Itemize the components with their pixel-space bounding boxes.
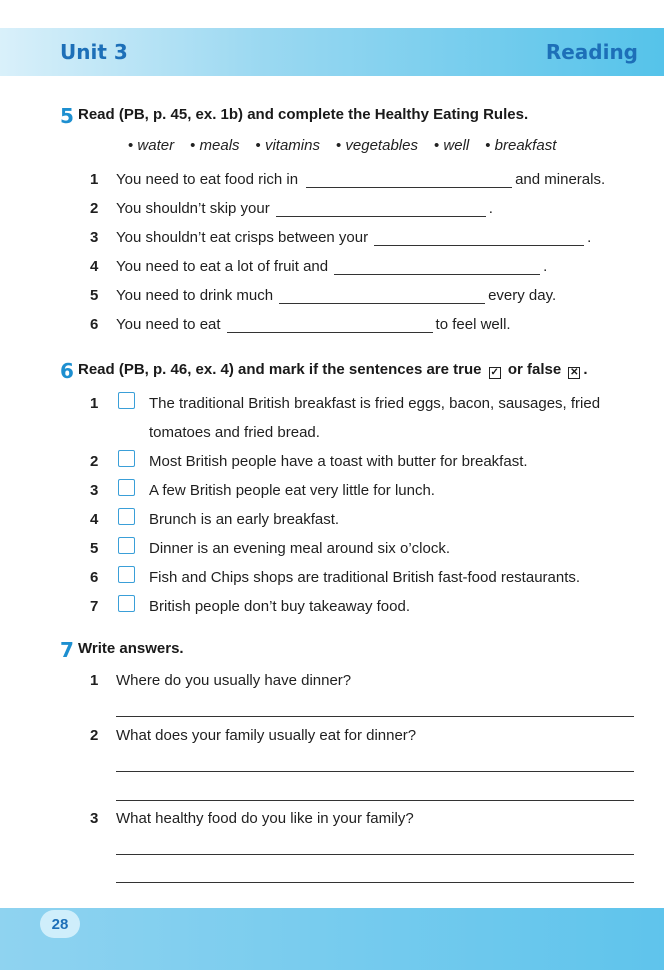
- answer-blank[interactable]: [334, 261, 540, 275]
- exercise-5-number: 5: [60, 104, 74, 128]
- item-number: 3: [90, 482, 99, 499]
- page-number: 28: [40, 910, 80, 938]
- question-text: Where do you usually have dinner?: [116, 672, 352, 689]
- statement-text: Most British people have a toast with butter for breakfast.: [149, 453, 528, 470]
- statement-text: The traditional British breakfast is fried eggs, bacon, sausages, fried: [149, 395, 601, 412]
- answer-line[interactable]: [116, 771, 634, 772]
- word-bank-item: • meals: [190, 137, 239, 154]
- item-number: 6: [90, 316, 99, 333]
- statement-text: Dinner is an evening meal around six o’clock.: [149, 540, 450, 557]
- statement-text: British people don’t buy takeaway food.: [149, 598, 410, 615]
- true-false-checkbox[interactable]: [118, 595, 135, 612]
- statement-text: Fish and Chips shops are traditional British fast-food restaurants.: [149, 569, 581, 586]
- true-false-checkbox[interactable]: [118, 450, 135, 467]
- fill-in-sentence: You shouldn’t skip your .: [116, 200, 493, 217]
- unit-title: Unit 3: [60, 40, 128, 64]
- answer-blank[interactable]: [374, 232, 584, 246]
- word-bank-item: • vitamins: [256, 137, 320, 154]
- question-text: What healthy food do you like in your family?: [116, 810, 414, 827]
- true-false-checkbox[interactable]: [118, 566, 135, 583]
- true-false-checkbox[interactable]: [118, 508, 135, 525]
- crossed-box-icon: ✕: [570, 367, 579, 378]
- answer-line[interactable]: [116, 854, 634, 855]
- answer-blank[interactable]: [227, 319, 433, 333]
- exercise-7-title: Write answers.: [78, 640, 184, 657]
- item-number: 5: [90, 287, 99, 304]
- item-number: 1: [90, 395, 99, 412]
- checked-box-icon: ✓: [490, 367, 499, 378]
- statement-text-continued: tomatoes and fried bread.: [149, 424, 320, 441]
- fill-in-sentence: You need to eat a lot of fruit and .: [116, 258, 548, 275]
- section-title: Reading: [545, 40, 638, 64]
- item-number: 7: [90, 598, 99, 615]
- item-number: 2: [90, 727, 99, 744]
- item-number: 3: [90, 229, 99, 246]
- answer-blank[interactable]: [306, 174, 512, 188]
- answer-line[interactable]: [116, 716, 634, 717]
- answer-blank[interactable]: [279, 290, 485, 304]
- true-false-checkbox[interactable]: [118, 537, 135, 554]
- item-number: 1: [90, 171, 99, 188]
- item-number: 6: [90, 569, 99, 586]
- statement-text: A few British people eat very little for lunch.: [149, 482, 435, 499]
- item-number: 1: [90, 672, 99, 689]
- exercise-6-number: 6: [60, 359, 74, 383]
- exercise-7-number: 7: [60, 638, 74, 662]
- fill-in-sentence: You shouldn’t eat crisps between your .: [116, 229, 592, 246]
- word-bank-item: • vegetables: [336, 137, 418, 154]
- fill-in-sentence: You need to drink much every day.: [116, 287, 557, 304]
- item-number: 3: [90, 810, 99, 827]
- fill-in-sentence: You need to eat to feel well.: [116, 316, 511, 333]
- exercise-6-title: Read (PB, p. 46, ex. 4) and mark if the sentences are true ✓ or false ✕ .: [78, 361, 588, 378]
- word-bank-item: • well: [434, 137, 469, 154]
- answer-line[interactable]: [116, 800, 634, 801]
- exercise-5-title: Read (PB, p. 45, ex. 1b) and complete the Healthy Eating Rules.: [78, 106, 529, 123]
- item-number: 4: [90, 258, 99, 275]
- answer-blank[interactable]: [276, 203, 486, 217]
- footer-band: [0, 908, 664, 970]
- answer-line[interactable]: [116, 882, 634, 883]
- item-number: 5: [90, 540, 99, 557]
- item-number: 2: [90, 453, 99, 470]
- unit-header-band: [0, 28, 664, 76]
- true-false-checkbox[interactable]: [118, 479, 135, 496]
- word-bank: [128, 137, 556, 154]
- word-bank-item: • breakfast: [485, 137, 556, 154]
- word-bank-item: • water: [128, 137, 174, 154]
- question-text: What does your family usually eat for dinner?: [116, 727, 417, 744]
- item-number: 2: [90, 200, 99, 217]
- item-number: 4: [90, 511, 99, 528]
- true-false-checkbox[interactable]: [118, 392, 135, 409]
- statement-text: Brunch is an early breakfast.: [149, 511, 340, 528]
- fill-in-sentence: You need to eat food rich in and minerals.: [116, 171, 606, 188]
